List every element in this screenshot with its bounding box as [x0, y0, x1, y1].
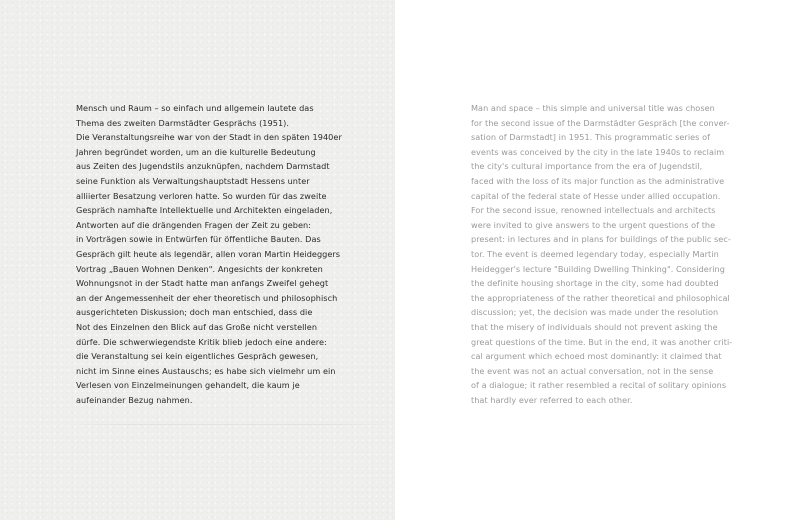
paper-texture-divider	[62, 424, 395, 425]
german-text-line: ausgerichteten Diskussion; doch man entschied, dass die	[76, 307, 313, 318]
german-text-line: seine Funktion als Verwaltungshauptstadt Hessens unter	[76, 175, 310, 186]
german-text-line: Mensch und Raum – so einfach und allgemein lautete das	[76, 103, 314, 113]
english-text-line: the event was not an actual conversation, not in the sense	[471, 365, 714, 376]
german-text-line: Antworten auf die drängenden Fragen der Zeit zu geben:	[76, 219, 312, 230]
german-text-line: Gespräch gilt heute als legendär, allen voran Martin Heideggers	[76, 248, 341, 259]
german-text-line: Vortrag „Bauen Wohnen Denken". Angesichts der konkreten	[76, 263, 323, 274]
german-text-line: Die Veranstaltungsreihe war von der Stadt in den späten 1940er	[76, 132, 342, 143]
german-text-line: die Veranstaltung sei kein eigentliches Gespräch gewesen,	[76, 351, 319, 362]
german-text-line: Thema des zweiten Darmstädter Gesprächs (1951).	[76, 117, 290, 128]
german-text-line: in Vorträgen sowie in Entwürfen für öffentliche Bauten. Das	[76, 234, 321, 245]
english-text-line: cal argument which echoed most dominantly: it claimed that	[471, 351, 722, 362]
german-text-line: alliierter Besatzung verloren hatte. So wurden für das zweite	[76, 190, 327, 201]
german-text-line: Verlesen von Einzelmeinungen gehandelt, die kaum je	[76, 380, 300, 391]
german-text-line: Gespräch namhafte Intellektuelle und Architekten eingeladen,	[76, 205, 333, 216]
english-text-line: were invited to give answers to the urgent questions of the	[471, 219, 716, 230]
english-text-line: for the second issue of the Darmstädter Gespräch [the conver-	[471, 117, 730, 128]
english-text-line: capital of the federal state of Hesse under allied occupation.	[471, 190, 721, 201]
german-text-line: dürfe. Die schwerwiegendste Kritik blieb jedoch eine andere:	[76, 336, 327, 347]
english-text-line: Man and space – this simple and universal title was chosen	[471, 103, 715, 113]
english-text-line: that hardly ever referred to each other.	[471, 394, 633, 405]
german-text-line: an der Angemessenheit der eher theoretisch und philosophisch	[76, 292, 338, 303]
english-text-line: tor. The event is deemed legendary today, especially Martin	[471, 248, 719, 259]
english-text-line: of a dialogue; it rather resembled a recital of solitary opinions	[471, 380, 727, 391]
german-text-line: aus Zeiten des Jugendstils anzuknüpfen, nachdem Darmstadt	[76, 161, 330, 172]
german-text-line: Jahren begründet worden, um an die kulturelle Bedeutung	[76, 146, 316, 157]
english-text-line: the appropriateness of the rather theoretical and philosophical	[471, 292, 730, 303]
german-text-line: Wohnungsnot in der Stadt hatte man anfangs Zweifel gehegt	[76, 278, 329, 289]
english-text-block	[471, 101, 761, 407]
english-text-line: great questions of the time. But in the end, it was another criti-	[471, 336, 733, 347]
german-text-line: aufeinander Bezug nahmen.	[76, 394, 193, 405]
english-text-line: the city's cultural importance from the era of Jugendstil,	[471, 161, 703, 172]
english-text-line: faced with the loss of its major function as the administrative	[471, 175, 725, 186]
english-text-line: events was conceived by the city in the late 1940s to reclaim	[471, 146, 725, 157]
english-text-line: For the second issue, renowned intellectuals and architects	[471, 205, 716, 216]
english-text-line: the definite housing shortage in the city, some had doubted	[471, 278, 719, 289]
german-text-line: Not des Einzelnen den Blick auf das Große nicht verstellen	[76, 321, 318, 332]
english-text-line: Heidegger's lecture "Building Dwelling Thinking". Considering	[471, 263, 725, 274]
english-text-line: present: in lectures and in plans for buildings of the public sec-	[471, 234, 731, 245]
english-text-line: sation of Darmstadt] in 1951. This programmatic series of	[471, 132, 711, 143]
english-text-line: that the misery of individuals should not prevent asking the	[471, 321, 718, 332]
german-text-block	[76, 101, 376, 407]
english-text-line: discussion; yet, the decision was made under the resolution	[471, 307, 719, 318]
german-text-line: nicht im Sinne eines Austauschs; es habe sich vielmehr um ein	[76, 365, 336, 376]
